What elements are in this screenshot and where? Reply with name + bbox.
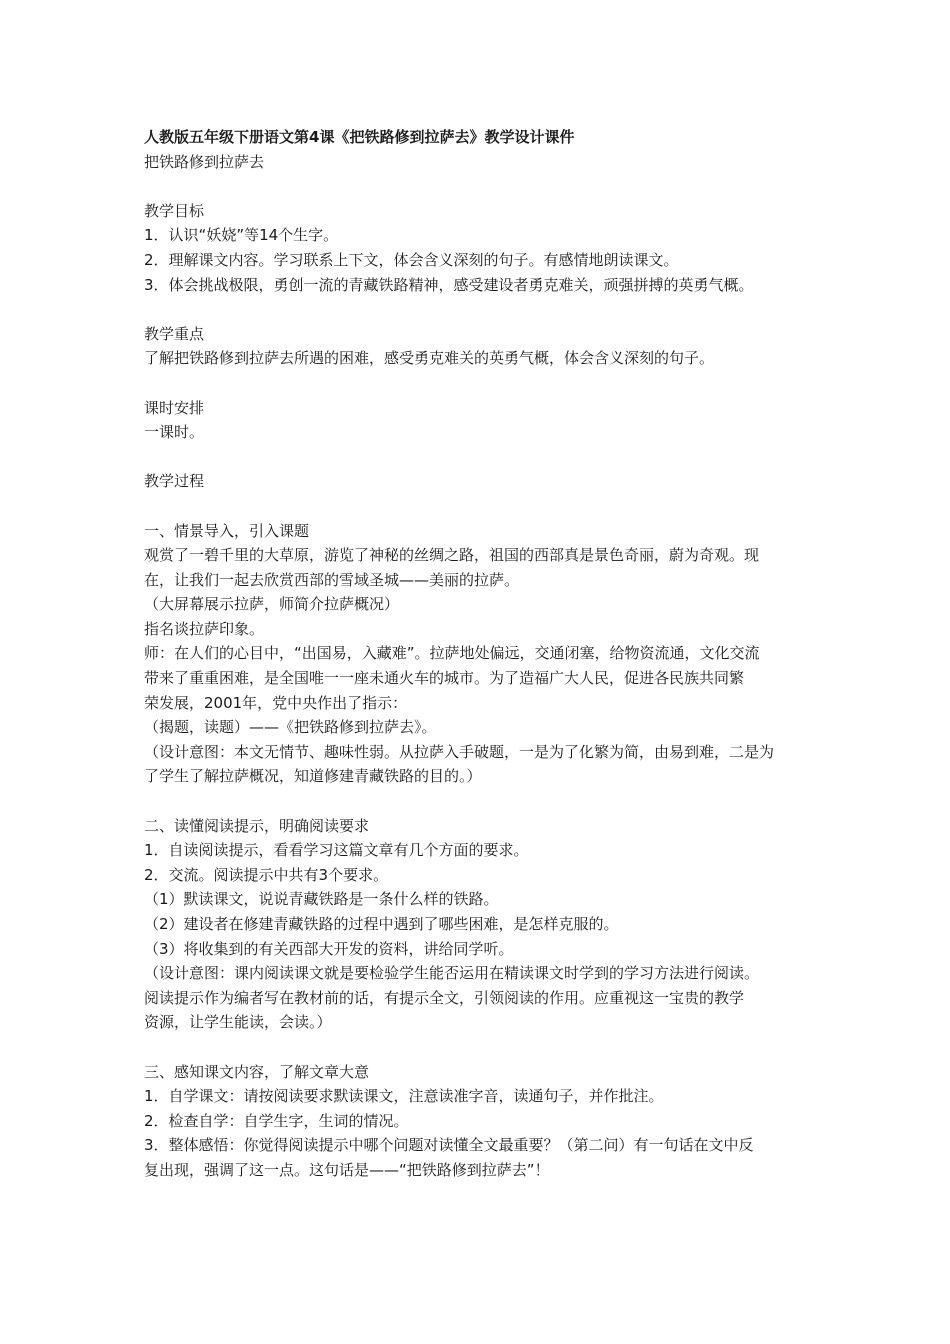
list-item: （2）建设者在修建青藏铁路的过程中遇到了哪些困难，是怎样克服的。 [144, 915, 619, 933]
paragraph-line: 师：在人们的心目中，“出国易，入藏难”。拉萨地处偏远，交通闭塞，给物资流通，文化交流 [144, 644, 760, 663]
spacer [144, 494, 814, 519]
spacer [144, 789, 814, 814]
focus-heading: 教学重点 [144, 324, 205, 343]
list-item: 3．整体感悟：你觉得阅读提示中哪个问题对读懂全文最重要？（第二问）有一句话在文中反 [144, 1136, 754, 1155]
document-subtitle: 把铁路修到拉萨去 [144, 152, 265, 171]
section3-heading: 三、感知课文内容，了解文章大意 [144, 1062, 370, 1081]
design-note-line: （设计意图：课内阅读课文就是要检验学生能否运用在精读课文时学到的学习方法进行阅读。 [144, 964, 760, 983]
design-note-line: （设计意图：本文无情节、趣味性弱。从拉萨入手破题，一是为了化繁为简，由易到难，二是为 [144, 742, 775, 761]
schedule-heading: 课时安排 [144, 398, 205, 417]
goal-item: 1．认识“妖娆”等14个生字。 [144, 226, 339, 245]
spacer [144, 297, 814, 322]
list-item: 2．检查自学：自学生字，生词的情况。 [144, 1111, 409, 1130]
spacer [144, 371, 814, 396]
document-page [144, 125, 814, 1183]
goals-heading: 教学目标 [144, 201, 205, 220]
paragraph-line: 观赏了一碧千里的大草原，游览了神秘的丝绸之路，祖国的西部真是景色奇丽，蔚为奇观。现 [144, 546, 760, 565]
design-note-line: 资源，让学生能读，会读。） [144, 1013, 332, 1032]
focus-text: 了解把铁路修到拉萨去所遇的困难，感受勇克难关的英勇气概，体会含义深刻的句子。 [144, 349, 715, 368]
goal-item: 2．理解课文内容。学习联系上下文，体会含义深刻的句子。有感情地朗读课文。 [144, 250, 679, 269]
section2-heading: 二、读懂阅读提示，明确阅读要求 [144, 816, 370, 835]
list-item: （1）默读课文，说说青藏铁路是一条什么样的铁路。 [144, 890, 499, 909]
paragraph-line: 指名谈拉萨印象。 [144, 619, 265, 638]
paragraph-line: 荣发展，2001年，党中央作出了指示： [144, 693, 408, 712]
paragraph-line: （揭题，读题）——《把铁路修到拉萨去》。 [144, 718, 437, 737]
document-title: 人教版五年级下册语文第4课《把铁路修到拉萨去》教学设计课件 [144, 128, 575, 146]
spacer [144, 1035, 814, 1060]
design-note-line: 了学生了解拉萨概况，知道修建青藏铁路的目的。） [144, 767, 482, 786]
schedule-text: 一课时。 [144, 423, 205, 442]
paragraph-line: 带来了重重困难，是全国唯一一座未通火车的城市。为了造福广大人民，促进各民族共同繁 [144, 669, 745, 688]
spacer [144, 174, 814, 199]
list-item: 2．交流。阅读提示中共有3个要求。 [144, 865, 389, 884]
list-item: 复出现，强调了这一点。这句话是——“把铁路修到拉萨去”！ [144, 1160, 550, 1179]
goal-item: 3．体会挑战极限，勇创一流的青藏铁路精神，感受建设者勇克难关，顽强拼搏的英勇气概。 [144, 275, 754, 294]
spacer [144, 445, 814, 470]
list-item: （3）将收集到的有关西部大开发的资料，讲给同学听。 [144, 939, 514, 958]
section1-heading: 一、情景导入，引入课题 [144, 521, 310, 540]
paragraph-line: （大屏幕展示拉萨，师简介拉萨概况） [144, 595, 400, 614]
list-item: 1．自读阅读提示，看看学习这篇文章有几个方面的要求。 [144, 841, 529, 860]
process-heading: 教学过程 [144, 472, 205, 491]
paragraph-line: 在，让我们一起去欣赏西部的雪域圣城——美丽的拉萨。 [144, 570, 520, 589]
list-item: 1．自学课文：请按阅读要求默读课文，注意读准字音，读通句子，并作批注。 [144, 1087, 664, 1106]
design-note-line: 阅读提示作为编者写在教材前的话，有提示全文，引领阅读的作用。应重视这一宝贵的教学 [144, 988, 745, 1007]
